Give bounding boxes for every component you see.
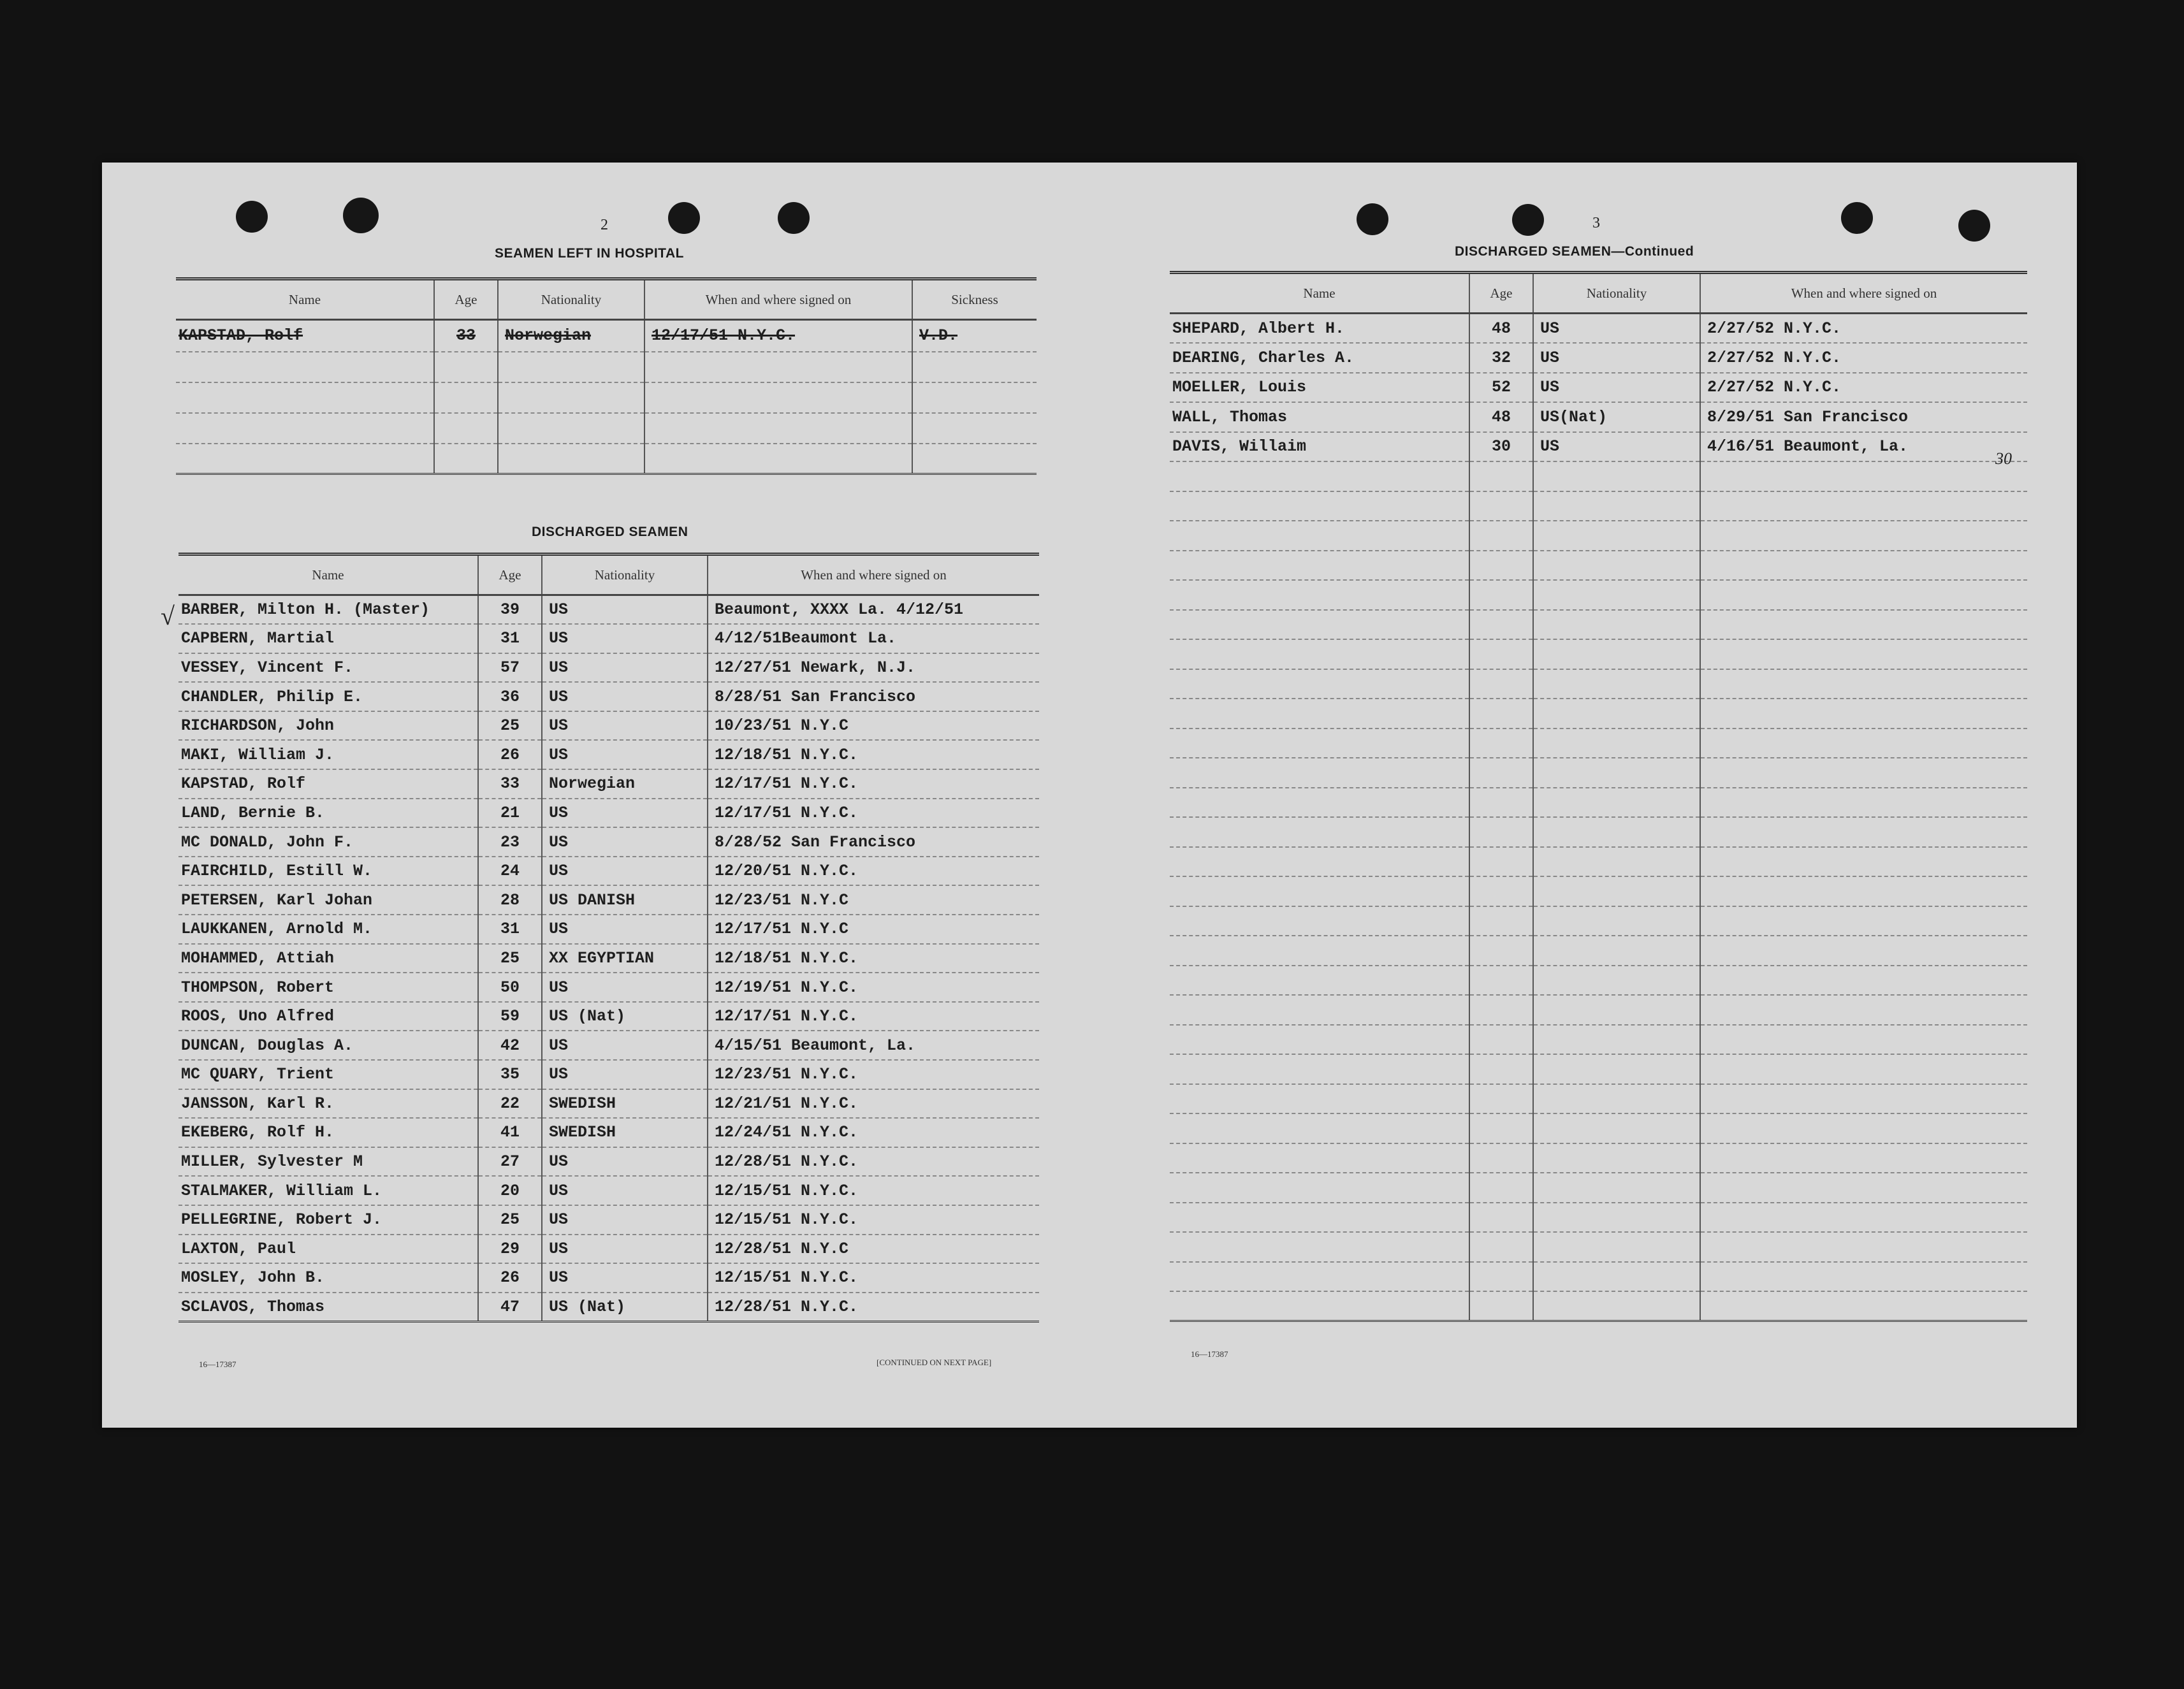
nationality-cell: US (542, 827, 708, 857)
age-cell: 30 (1469, 432, 1533, 462)
nationality-cell: US (542, 1060, 708, 1089)
table-row (176, 382, 1037, 413)
age-cell: 39 (478, 595, 542, 625)
name-cell: ROOS, Uno Alfred (178, 1002, 478, 1031)
signed-on-cell: 12/28/51 N.Y.C. (708, 1293, 1039, 1322)
table-row (1170, 314, 2027, 344)
name-cell: THOMPSON, Robert (178, 973, 478, 1002)
table-row (178, 1118, 1039, 1147)
table-row (178, 1176, 1039, 1205)
table-row (1170, 1232, 2027, 1262)
table-row (1170, 1262, 2027, 1292)
age-cell: 33 (478, 769, 542, 799)
age-cell: 48 (1469, 402, 1533, 432)
punch-hole-icon (1512, 204, 1544, 236)
table-row (178, 1235, 1039, 1264)
nationality-cell: US (1533, 343, 1700, 373)
nationality-cell: US (542, 915, 708, 944)
nationality-cell: SWEDISH (542, 1089, 708, 1119)
nationality-cell: US (1533, 314, 1700, 344)
table-row (1170, 1113, 2027, 1143)
table-row (178, 682, 1039, 711)
name-cell: LAUKKANEN, Arnold M. (178, 915, 478, 944)
age-cell: 52 (1469, 373, 1533, 403)
signed-on-cell: 12/18/51 N.Y.C. (708, 740, 1039, 769)
table-row (176, 413, 1037, 444)
nationality-cell: Norwegian (498, 320, 644, 352)
table-row (1170, 669, 2027, 699)
age-cell: 59 (478, 1002, 542, 1031)
age-cell: 36 (478, 682, 542, 711)
left-form-number: 16—17387 (199, 1359, 237, 1369)
name-cell: MOHAMMED, Attiah (178, 944, 478, 973)
age-cell: 27 (478, 1147, 542, 1177)
nationality-cell: US (1533, 432, 1700, 462)
column-header: Nationality (542, 555, 708, 595)
punch-hole-icon (343, 198, 379, 233)
age-cell: 47 (478, 1293, 542, 1322)
age-cell: 42 (478, 1031, 542, 1060)
nationality-cell: US (542, 1205, 708, 1235)
nationality-cell: US (542, 973, 708, 1002)
table-row (1170, 906, 2027, 936)
name-cell: DUNCAN, Douglas A. (178, 1031, 478, 1060)
discharged-section-title: DISCHARGED SEAMEN (532, 525, 688, 539)
column-header: When and where signed on (708, 555, 1039, 595)
age-cell: 33 (434, 320, 498, 352)
table-row (178, 595, 1039, 625)
nationality-cell: US (542, 799, 708, 828)
nationality-cell: Norwegian (542, 769, 708, 799)
name-cell: EKEBERG, Rolf H. (178, 1118, 478, 1147)
margin-note: 30 (1995, 449, 2012, 468)
age-cell: 23 (478, 827, 542, 857)
discharged-continued-title: DISCHARGED SEAMEN—Continued (1455, 244, 1694, 259)
table-row (178, 857, 1039, 886)
table-row (1170, 610, 2027, 640)
signed-on-cell: 4/12/51Beaumont La. (708, 624, 1039, 653)
table-row (1170, 817, 2027, 847)
table-row (1170, 699, 2027, 729)
signed-on-cell: 10/23/51 N.Y.C (708, 711, 1039, 741)
name-cell: WALL, Thomas (1170, 402, 1469, 432)
punch-hole-icon (1841, 202, 1873, 234)
nationality-cell: US (Nat) (542, 1293, 708, 1322)
nationality-cell: US(Nat) (1533, 402, 1700, 432)
table-row (178, 1205, 1039, 1235)
name-cell: MOELLER, Louis (1170, 373, 1469, 403)
age-cell: 22 (478, 1089, 542, 1119)
name-cell: MC DONALD, John F. (178, 827, 478, 857)
signed-on-cell: 8/28/52 San Francisco (708, 827, 1039, 857)
age-cell: 50 (478, 973, 542, 1002)
punch-hole-icon (1357, 203, 1388, 235)
signed-on-cell: 12/17/51 N.Y.C. (708, 1002, 1039, 1031)
punch-hole-icon (778, 202, 810, 234)
name-cell: SCLAVOS, Thomas (178, 1293, 478, 1322)
column-header: Age (434, 279, 498, 320)
right-page-number: 3 (1592, 215, 1600, 231)
signed-on-cell: 12/17/51 N.Y.C. (708, 799, 1039, 828)
signed-on-cell: 12/17/51 N.Y.C (708, 915, 1039, 944)
nationality-cell: US (542, 682, 708, 711)
signed-on-cell: 4/16/51 Beaumont, La. (1700, 432, 2027, 462)
column-header: When and where signed on (644, 279, 912, 320)
column-header: Nationality (498, 279, 644, 320)
signed-on-cell: 12/28/51 N.Y.C. (708, 1147, 1039, 1177)
table-row (1170, 1084, 2027, 1114)
punch-hole-icon (1958, 210, 1990, 242)
name-cell: KAPSTAD, Rolf (176, 320, 434, 352)
table-row (176, 352, 1037, 382)
signed-on-cell: 12/28/51 N.Y.C (708, 1235, 1039, 1264)
discharged-continued-table (1170, 271, 2027, 1322)
column-header: Name (1170, 273, 1469, 314)
table-row (178, 769, 1039, 799)
table-row (1170, 876, 2027, 906)
column-header: Sickness (912, 279, 1037, 320)
nationality-cell: US (542, 740, 708, 769)
table-row (176, 444, 1037, 474)
nationality-cell: US (542, 653, 708, 683)
table-row (178, 1002, 1039, 1031)
table-row (1170, 936, 2027, 966)
signed-on-cell: 12/24/51 N.Y.C. (708, 1118, 1039, 1147)
table-row (1170, 995, 2027, 1025)
nationality-cell: US (542, 1263, 708, 1293)
table-row (176, 320, 1037, 352)
table-row (178, 1060, 1039, 1089)
column-header: Age (1469, 273, 1533, 314)
signed-on-cell: 12/18/51 N.Y.C. (708, 944, 1039, 973)
nationality-cell: US (542, 1031, 708, 1060)
age-cell: 24 (478, 857, 542, 886)
table-row (178, 1089, 1039, 1119)
left-page-number: 2 (601, 217, 608, 233)
punch-hole-icon (668, 202, 700, 234)
name-cell: FAIRCHILD, Estill W. (178, 857, 478, 886)
age-cell: 28 (478, 885, 542, 915)
name-cell: RICHARDSON, John (178, 711, 478, 741)
nationality-cell: US (542, 624, 708, 653)
table-row (178, 624, 1039, 653)
table-row (1170, 1291, 2027, 1321)
age-cell: 21 (478, 799, 542, 828)
table-row (178, 799, 1039, 828)
signed-on-cell: 12/15/51 N.Y.C. (708, 1263, 1039, 1293)
table-row (1170, 551, 2027, 581)
signed-on-cell: 12/17/51 N.Y.C. (644, 320, 912, 352)
hospital-section-title: SEAMEN LEFT IN HOSPITAL (495, 246, 684, 261)
signed-on-cell: 8/28/51 San Francisco (708, 682, 1039, 711)
table-row (178, 827, 1039, 857)
table-row (1170, 1025, 2027, 1055)
table-row (1170, 788, 2027, 818)
signed-on-cell: 12/19/51 N.Y.C. (708, 973, 1039, 1002)
signed-on-cell: 2/27/52 N.Y.C. (1700, 343, 2027, 373)
signed-on-cell: 12/15/51 N.Y.C. (708, 1205, 1039, 1235)
name-cell: KAPSTAD, Rolf (178, 769, 478, 799)
age-cell: 57 (478, 653, 542, 683)
table-row (178, 885, 1039, 915)
table-row (1170, 461, 2027, 491)
table-row (1170, 639, 2027, 669)
nationality-cell: US (542, 1176, 708, 1205)
name-cell: VESSEY, Vincent F. (178, 653, 478, 683)
table-row (178, 1147, 1039, 1177)
signed-on-cell: 2/27/52 N.Y.C. (1700, 314, 2027, 344)
table-row (1170, 1054, 2027, 1084)
nationality-cell: US (1533, 373, 1700, 403)
table-row (1170, 1203, 2027, 1233)
table-row (1170, 729, 2027, 758)
punch-hole-icon (236, 201, 268, 233)
table-row (178, 711, 1039, 741)
column-header: When and where signed on (1700, 273, 2027, 314)
age-cell: 32 (1469, 343, 1533, 373)
continued-note: [CONTINUED ON NEXT PAGE] (877, 1358, 992, 1367)
manifest-sheet (102, 163, 2077, 1428)
name-cell: DAVIS, Willaim (1170, 432, 1469, 462)
age-cell: 35 (478, 1060, 542, 1089)
name-cell: LAND, Bernie B. (178, 799, 478, 828)
age-cell: 29 (478, 1235, 542, 1264)
age-cell: 20 (478, 1176, 542, 1205)
signed-on-cell: 12/20/51 N.Y.C. (708, 857, 1039, 886)
column-header: Nationality (1533, 273, 1700, 314)
table-row (1170, 580, 2027, 610)
right-form-number: 16—17387 (1191, 1349, 1228, 1359)
signed-on-cell: 4/15/51 Beaumont, La. (708, 1031, 1039, 1060)
table-row (178, 1293, 1039, 1322)
age-cell: 25 (478, 711, 542, 741)
nationality-cell: US (542, 595, 708, 625)
sickness-cell: V.D. (912, 320, 1037, 352)
age-cell: 25 (478, 944, 542, 973)
table-row (178, 1263, 1039, 1293)
signed-on-cell: 2/27/52 N.Y.C. (1700, 373, 2027, 403)
signed-on-cell: 12/27/51 Newark, N.J. (708, 653, 1039, 683)
age-cell: 31 (478, 624, 542, 653)
nationality-cell: US (542, 1235, 708, 1264)
table-row (1170, 432, 2027, 462)
check-mark: √ (161, 602, 175, 630)
discharged-table (178, 553, 1039, 1323)
table-row (1170, 966, 2027, 996)
table-row (178, 915, 1039, 944)
nationality-cell: US DANISH (542, 885, 708, 915)
table-row (1170, 521, 2027, 551)
name-cell: SHEPARD, Albert H. (1170, 314, 1469, 344)
name-cell: BARBER, Milton H. (Master) (178, 595, 478, 625)
name-cell: MOSLEY, John B. (178, 1263, 478, 1293)
table-row (178, 740, 1039, 769)
signed-on-cell: 12/23/51 N.Y.C (708, 885, 1039, 915)
name-cell: PETERSEN, Karl Johan (178, 885, 478, 915)
signed-on-cell: 12/17/51 N.Y.C. (708, 769, 1039, 799)
table-row (1170, 402, 2027, 432)
table-row (1170, 758, 2027, 788)
nationality-cell: XX EGYPTIAN (542, 944, 708, 973)
age-cell: 25 (478, 1205, 542, 1235)
name-cell: MILLER, Sylvester M (178, 1147, 478, 1177)
name-cell: PELLEGRINE, Robert J. (178, 1205, 478, 1235)
table-row (1170, 847, 2027, 877)
column-header: Name (178, 555, 478, 595)
table-row (178, 1031, 1039, 1060)
signed-on-cell: 12/21/51 N.Y.C. (708, 1089, 1039, 1119)
table-row (178, 973, 1039, 1002)
table-row (1170, 343, 2027, 373)
table-row (1170, 491, 2027, 521)
name-cell: LAXTON, Paul (178, 1235, 478, 1264)
age-cell: 26 (478, 1263, 542, 1293)
hospital-table (176, 277, 1037, 475)
signed-on-cell: 12/23/51 N.Y.C. (708, 1060, 1039, 1089)
column-header: Name (176, 279, 434, 320)
table-row (1170, 373, 2027, 403)
age-cell: 41 (478, 1118, 542, 1147)
nationality-cell: US (Nat) (542, 1002, 708, 1031)
nationality-cell: US (542, 857, 708, 886)
name-cell: STALMAKER, William L. (178, 1176, 478, 1205)
table-row (1170, 1173, 2027, 1203)
name-cell: MAKI, William J. (178, 740, 478, 769)
nationality-cell: SWEDISH (542, 1118, 708, 1147)
name-cell: JANSSON, Karl R. (178, 1089, 478, 1119)
age-cell: 31 (478, 915, 542, 944)
signed-on-cell: Beaumont, XXXX La. 4/12/51 (708, 595, 1039, 625)
name-cell: CHANDLER, Philip E. (178, 682, 478, 711)
table-row (178, 944, 1039, 973)
age-cell: 48 (1469, 314, 1533, 344)
age-cell: 26 (478, 740, 542, 769)
signed-on-cell: 8/29/51 San Francisco (1700, 402, 2027, 432)
table-row (1170, 1143, 2027, 1173)
signed-on-cell: 12/15/51 N.Y.C. (708, 1176, 1039, 1205)
table-row (178, 653, 1039, 683)
name-cell: MC QUARY, Trient (178, 1060, 478, 1089)
column-header: Age (478, 555, 542, 595)
nationality-cell: US (542, 1147, 708, 1177)
name-cell: DEARING, Charles A. (1170, 343, 1469, 373)
name-cell: CAPBERN, Martial (178, 624, 478, 653)
nationality-cell: US (542, 711, 708, 741)
